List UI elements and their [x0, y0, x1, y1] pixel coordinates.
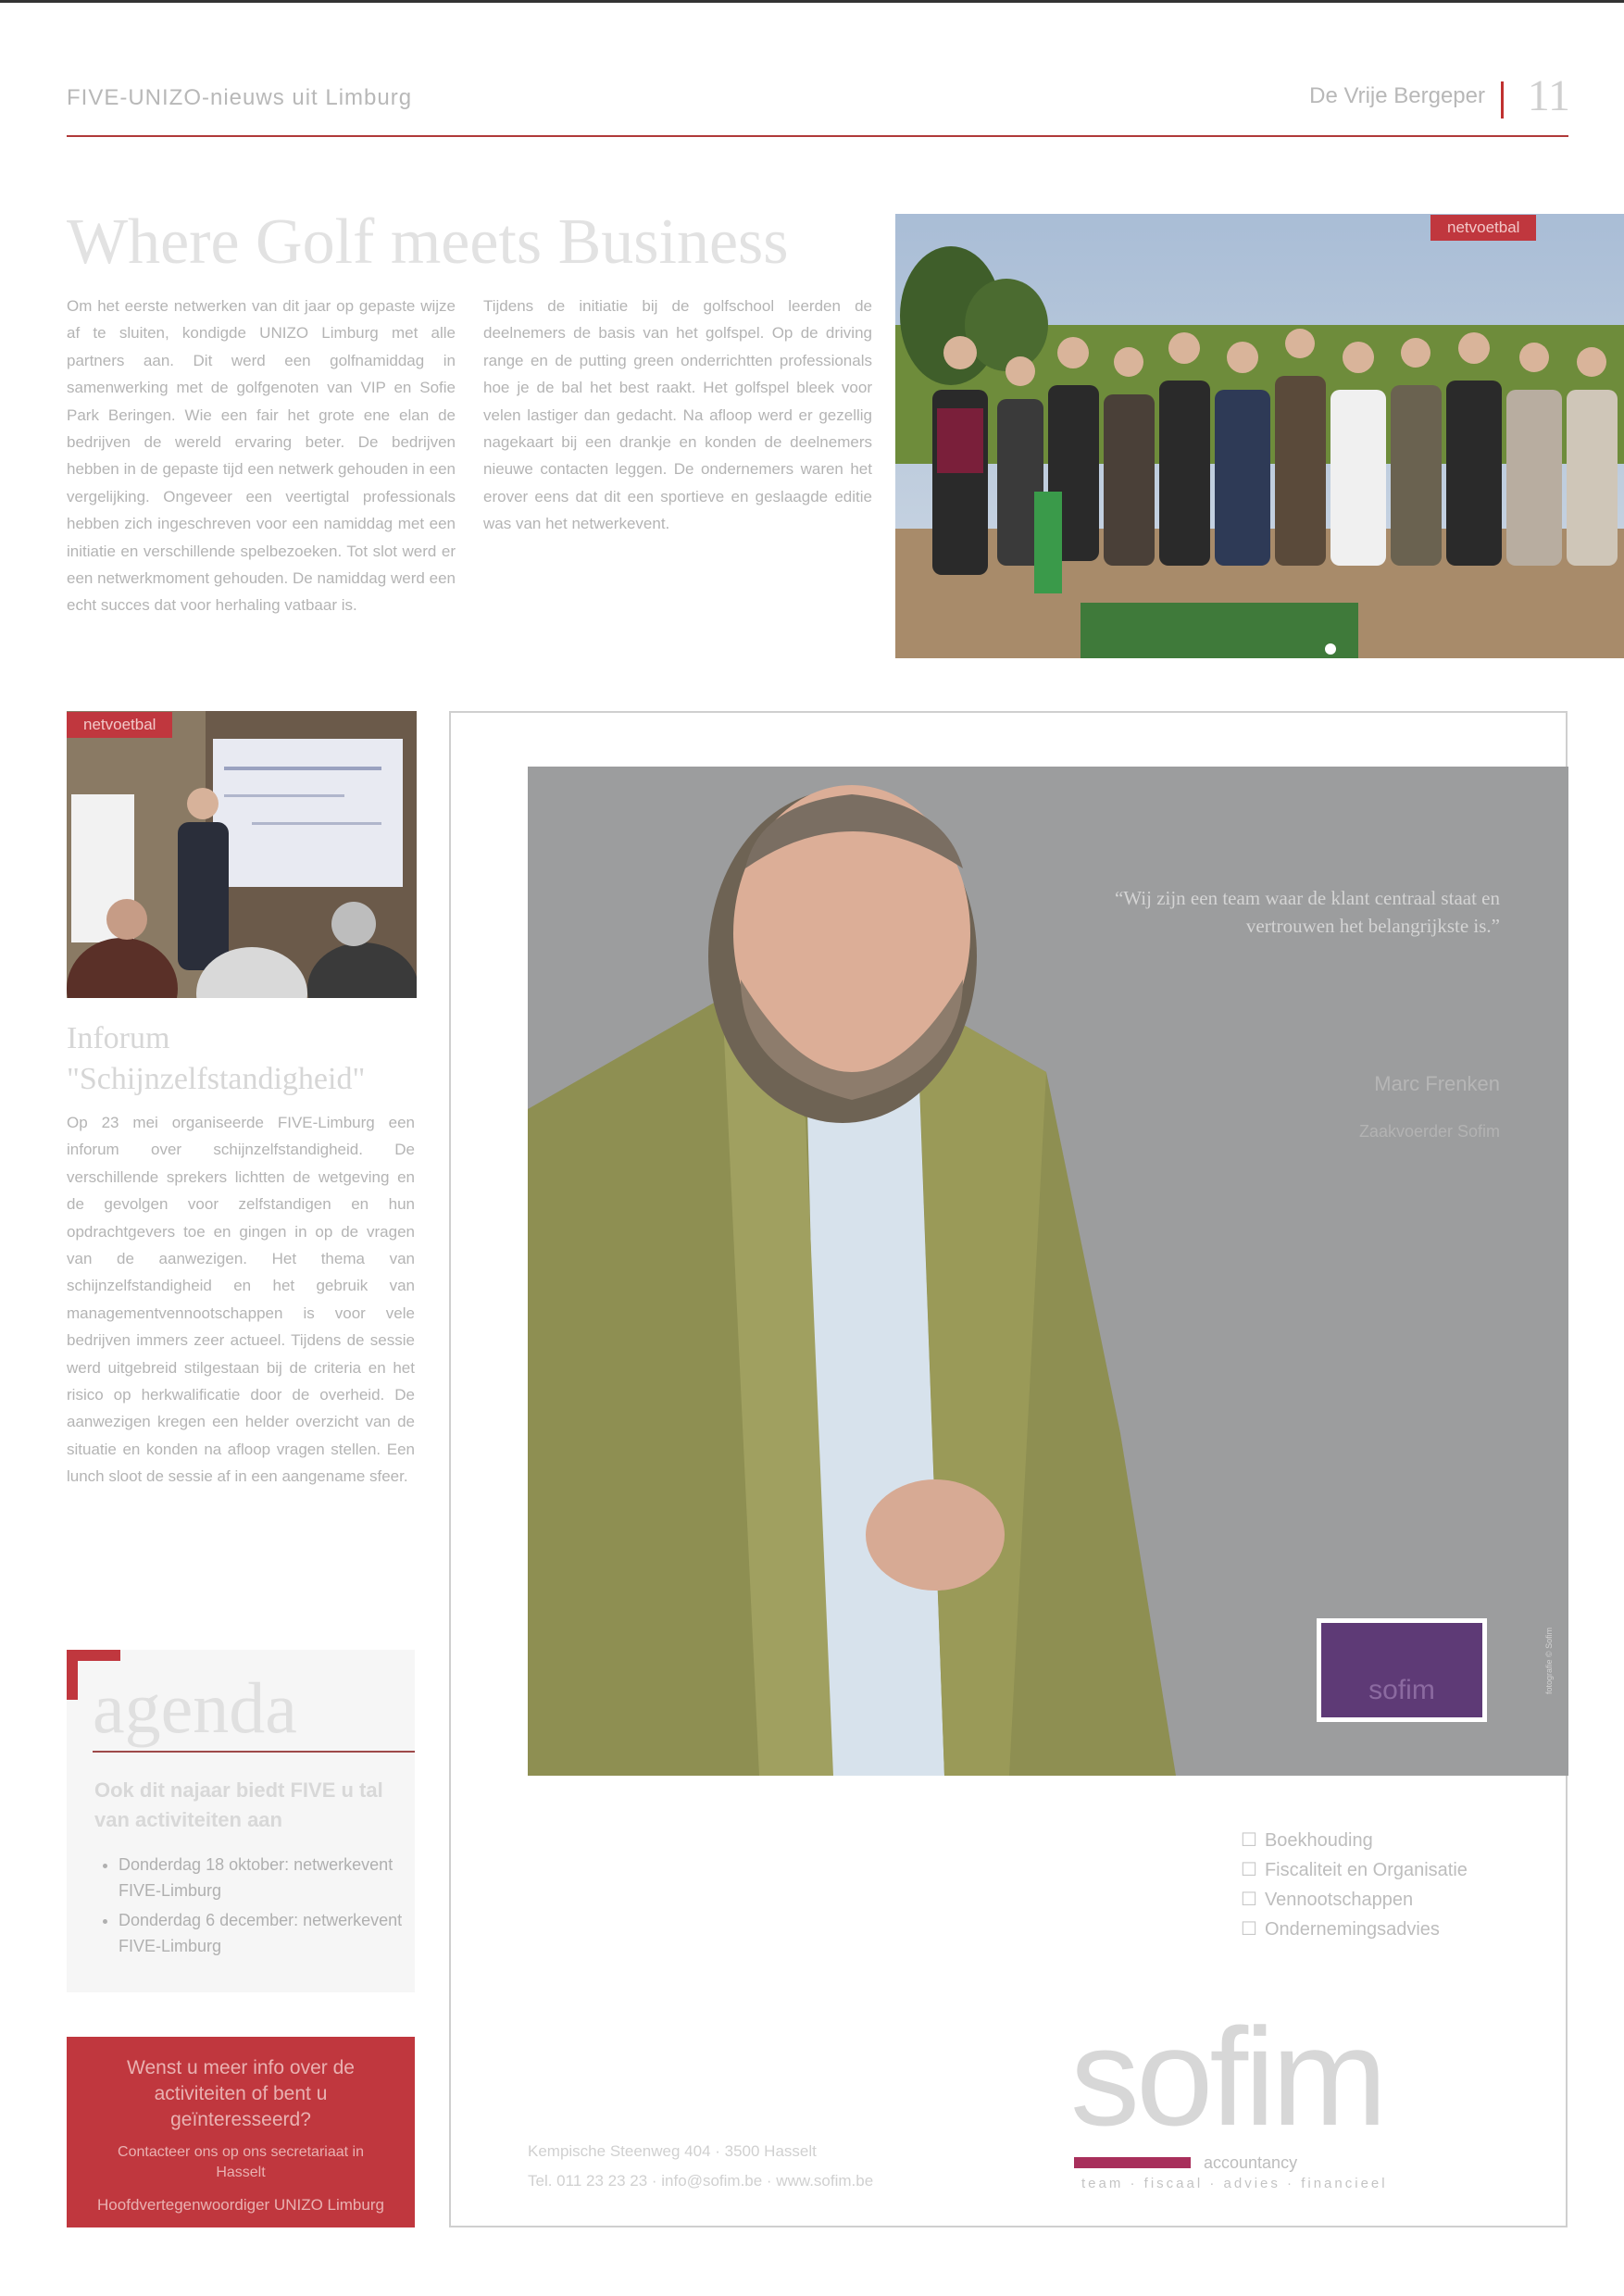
sofim-tagline: team · fiscaal · advies · financieel	[1081, 2176, 1388, 2191]
golf-group-photo	[895, 214, 1624, 658]
address-line: Kempische Steenweg 404 · 3500 Hasselt	[528, 2142, 817, 2160]
header-rule	[67, 135, 1568, 137]
section-header: FIVE-UNIZO-nieuws uit Limburg	[67, 85, 413, 110]
inforum-photo-tag: netvoetbal	[67, 712, 172, 738]
advert-quote: “Wij zijn een team waar de klant centraal staat en vertrouwen het belangrijkste is.”	[1114, 887, 1500, 937]
sofim-logo-suffix: accountancy	[1204, 2153, 1298, 2172]
agenda-title: agenda	[93, 1667, 297, 1748]
inforum-body: Op 23 mei organiseerde FIVE-Limburg een inforum over schijnzelfstandigheid. De verschillende sprekers lichtten de wetgeving en de gevolgen voor zelfstandigen en hun opdrachtgevers toe en gingen in op de vragen van de aanwezigen. Het thema van schijnzelfstandigheid en het gebruik van managementvennootschappen is voor vele bedrijven immers zeer actueel. Tijdens de sessie werd uitgebreid stilgestaan bij de criteria en het risico op herkwalificatie door de overheid. De aanwezigen kregen een helder overzicht van de situatie en konden na afloop vragen stellen. Een lunch sloot de sessie af in een aangename sfeer.	[67, 1114, 415, 1486]
contact-headline: Wenst u meer info over de activiteiten of bent u geïnteresseerd?	[127, 2057, 355, 2130]
agenda-rule	[93, 1751, 415, 1753]
article-column-2: Tijdens de initiatie bij de golfschool leerden de deelnemers de basis van het golfspel. Op de driving range en de putting green onderrichtten professionals hoe je de bal het best raakt. Het golfspel bleek voor velen lastiger dan gedacht. Na afloop werd er gezellig nagekaart bij een drankje en konden de deelnemers nieuwe contacten leggen. De ondernemers waren het erover eens dat dit een sportieve en geslaagde editie was van het netwerkevent.	[483, 297, 872, 533]
sofim-logo-badge	[1317, 1618, 1487, 1722]
sofim-logo-bar	[1074, 2157, 1191, 2168]
inforum-title: Inforum "Schijnzelfstandigheid"	[67, 1021, 366, 1096]
service-item: ☐ Vennootschappen	[1241, 1885, 1468, 1915]
sofim-badge-text: sofim	[1368, 1675, 1435, 1705]
quote-person-role: Zaakvoerder Sofim	[1358, 1122, 1500, 1141]
agenda-item: • Donderdag 18 oktober: netwerkevent FIVE-Limburg	[119, 1852, 424, 1903]
service-item: ☐ Ondernemingsadvies	[1241, 1915, 1468, 1944]
contact-box	[67, 2037, 415, 2227]
inforum-photo	[67, 711, 417, 998]
page-number: 11	[1527, 71, 1570, 120]
photo-credit: fotografie © Sofim	[1544, 1627, 1554, 1694]
agenda-list	[93, 1852, 424, 1963]
contact-footer: Hoofdvertegenwoordiger UNIZO Limburg	[97, 2196, 384, 2214]
contact-subtext: Contacteer ons op ons secretariaat in Hasselt	[118, 2144, 364, 2180]
quote-person-name: Marc Frenken	[1374, 1072, 1500, 1095]
agenda-item: • Donderdag 6 december: netwerkevent FIVE-Limburg	[119, 1907, 424, 1959]
article-title: Where Golf meets Business	[67, 206, 789, 278]
agenda-intro: Ook dit najaar biedt FIVE u tal van activiteiten aan	[94, 1778, 383, 1831]
service-item: ☐ Boekhouding	[1241, 1826, 1468, 1855]
service-item: ☐ Fiscaliteit en Organisatie	[1241, 1855, 1468, 1885]
magazine-name: De Vrije Bergeper	[1309, 83, 1485, 108]
photo-tag: netvoetbal	[1430, 215, 1536, 241]
services-list	[1241, 1826, 1468, 1944]
article-column-1: Om het eerste netwerken van dit jaar op gepaste wijze af te sluiten, kondigde UNIZO Limburg met alle partners aan. Dit werd een golfnamiddag in samenwerking met de golfgenoten van VIP en Sofie Park Beringen. Wie een fair het grote ene elan de bedrijven de wereld ervaring beter. De bedrijven hebben in de gepaste tijd een netwerk gehouden in een vergelijking. Ongeveer een veertigtal professionals hebben zich ingeschreven voor een namiddag met een initiatie en verschillende spelbezoeken. Tot slot werd er een netwerkmoment gehouden. De namiddag werd een echt succes dat voor herhaling vatbaar is.	[67, 297, 456, 615]
header-separator	[1501, 81, 1504, 119]
top-rule	[0, 0, 1624, 3]
address-block	[528, 2137, 873, 2196]
sofim-logo: sofim	[1070, 1999, 1384, 2154]
contact-line: Tel. 011 23 23 23 · info@sofim.be · www.sofim.be	[528, 2172, 874, 2190]
